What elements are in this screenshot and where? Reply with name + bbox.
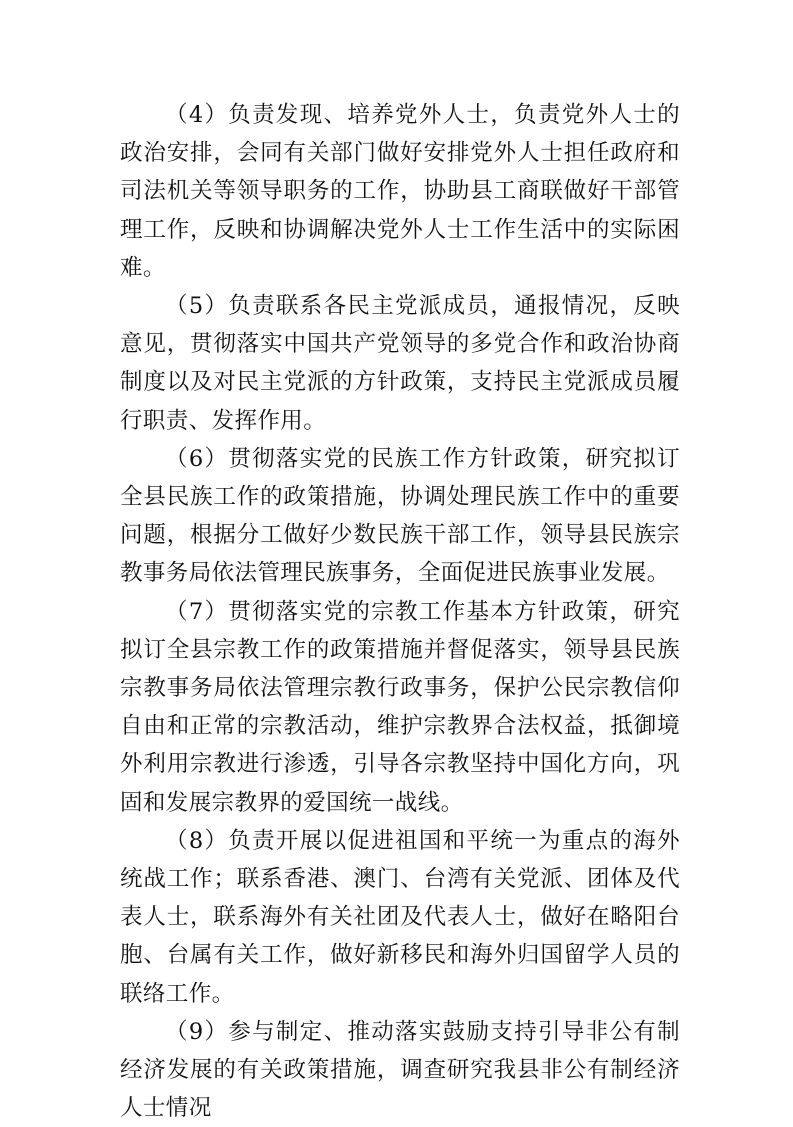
document-body (120, 96, 680, 1127)
paragraph-7: （7）贯彻落实党的宗教工作基本方针政策，研究拟订全县宗教工作的政策措施并督促落实，领导县民族宗教事务局依法管理宗教行政事务，保护公民宗教信仰自由和正常的宗教活动，维护宗教界合法权益，抵御境外利用宗教进行渗透，引导各宗教坚持中国化方向，巩固和发展宗教界的爱国统一战线。 (120, 598, 680, 816)
paragraph-9: （9）参与制定、推动落实鼓励支持引导非公有制经济发展的有关政策措施，调查研究我县非公有制经济人士情况 (120, 1018, 680, 1122)
paragraph-6: （6）贯彻落实党的民族工作方针政策，研究拟订全县民族工作的政策措施，协调处理民族工作中的重要问题，根据分工做好少数民族干部工作，领导县民族宗教事务局依法管理民族事务，全面促进民族事业发展。 (120, 445, 680, 587)
paragraph-5: （5）负责联系各民主党派成员，通报情况，反映意见，贯彻落实中国共产党领导的多党合作和政治协商制度以及对民主党派的方针政策，支持民主党派成员履行职责、发挥作用。 (120, 293, 680, 434)
paragraph-8: （8）负责开展以促进祖国和平统一为重点的海外统战工作；联系香港、澳门、台湾有关党派、团体及代表人士，联系海外有关社团及代表人士，做好在略阳台胞、台属有关工作，做好新移民和海外归国留学人员的联络工作。 (120, 827, 680, 1007)
paragraph-4: （4）负责发现、培养党外人士，负责党外人士的政治安排，会同有关部门做好安排党外人士担任政府和司法机关等领导职务的工作，协助县工商联做好干部管理工作，反映和协调解决党外人士工作生活中的实际困难。 (120, 102, 680, 281)
